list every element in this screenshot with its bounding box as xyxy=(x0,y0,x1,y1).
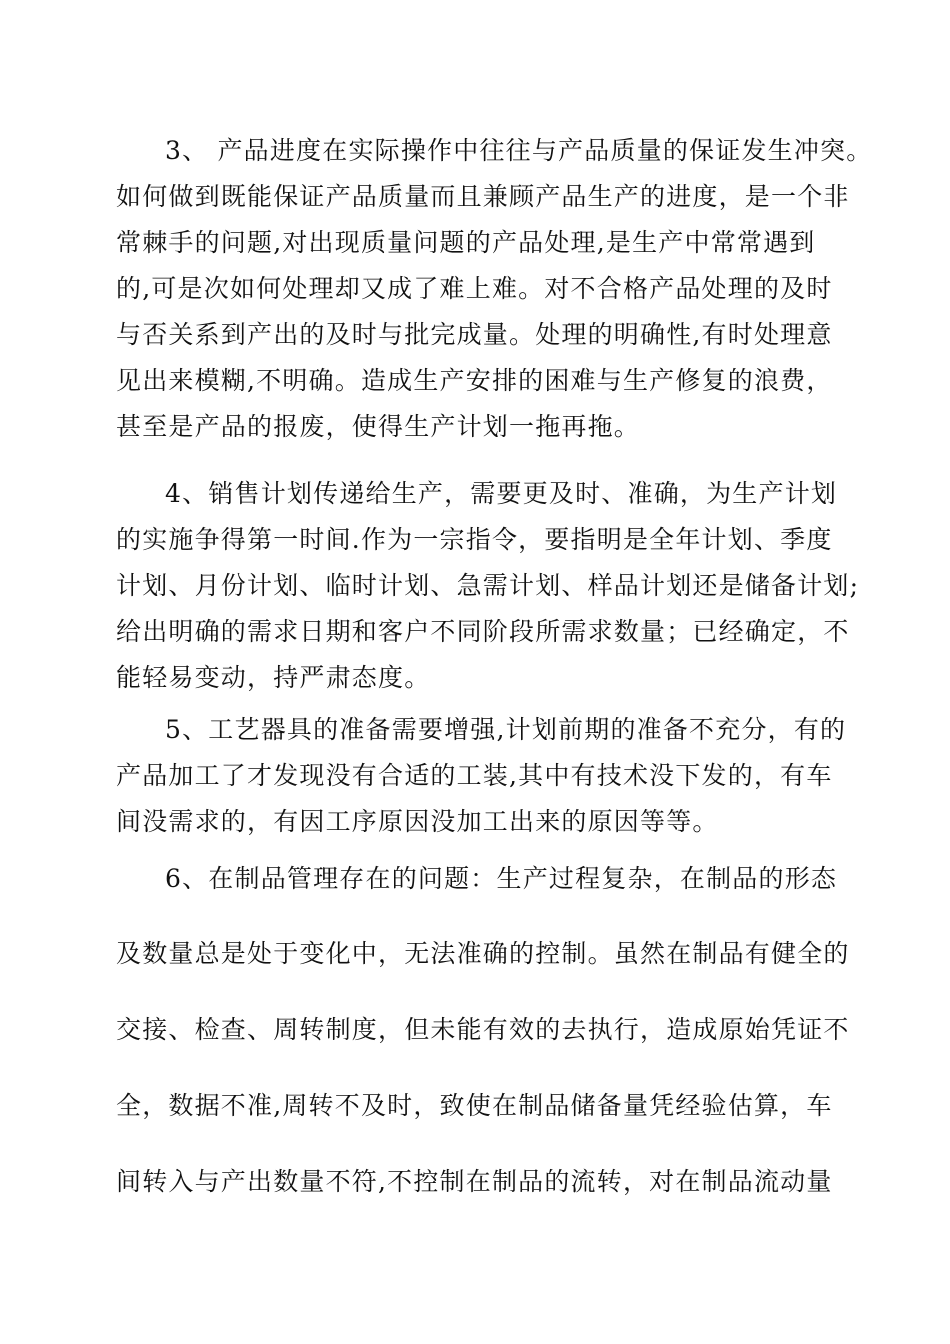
paragraph-6-line-3: 交接、检查、周转制度，但未能有效的去执行，造成原始凭证不 xyxy=(116,1015,850,1044)
paragraph-6-line-4: 全，数据不准,周转不及时，致使在制品储备量凭经验估算，车 xyxy=(116,1091,833,1120)
paragraph-6-line-5: 间转入与产出数量不符,不控制在制品的流转，对在制品流动量 xyxy=(116,1167,833,1196)
paragraph-5-line-2: 产品加工了才发现没有合适的工装,其中有技术没下发的，有车 xyxy=(116,761,833,790)
paragraph-3-line-6: 见出来模糊,不明确。造成生产安排的困难与生产修复的浪费， xyxy=(116,366,833,395)
paragraph-3-line-4: 的,可是次如何处理却又成了难上难。对不合格产品处理的及时 xyxy=(116,274,833,303)
paragraph-5-line-1: 5、工艺器具的准备需要增强,计划前期的准备不充分，有的 xyxy=(165,715,847,744)
paragraph-6-line-1: 6、在制品管理存在的问题：生产过程复杂，在制品的形态 xyxy=(165,864,838,893)
paragraph-3-line-3: 常棘手的问题,对出现质量问题的产品处理,是生产中常常遇到 xyxy=(116,228,816,257)
paragraph-3-line-5: 与否关系到产出的及时与批完成量。处理的明确性,有时处理意 xyxy=(116,320,833,349)
paragraph-4-line-1: 4、销售计划传递给生产，需要更及时、准确，为生产计划 xyxy=(165,479,838,508)
paragraph-5-line-3: 间没需求的，有因工序原因没加工出来的原因等等。 xyxy=(116,807,719,836)
paragraph-4-line-5: 能轻易变动，持严肃态度。 xyxy=(116,663,431,692)
paragraph-6-line-2: 及数量总是处于变化中，无法准确的控制。虽然在制品有健全的 xyxy=(116,939,850,968)
paragraph-4-line-4: 给出明确的需求日期和客户不同阶段所需求数量；已经确定，不 xyxy=(116,617,850,646)
paragraph-3-line-2: 如何做到既能保证产品质量而且兼顾产品生产的进度，是一个非 xyxy=(116,182,850,211)
paragraph-4-line-3: 计划、月份计划、临时计划、急需计划、样品计划还是储备计划; xyxy=(116,571,860,600)
paragraph-3-line-7: 甚至是产品的报废，使得生产计划一拖再拖。 xyxy=(116,412,641,441)
paragraph-3-line-1: 3、 产品进度在实际操作中往往与产品质量的保证发生冲突。 xyxy=(165,136,873,165)
paragraph-4-line-2: 的实施争得第一时间.作为一宗指令，要指明是全年计划、季度 xyxy=(116,525,833,554)
